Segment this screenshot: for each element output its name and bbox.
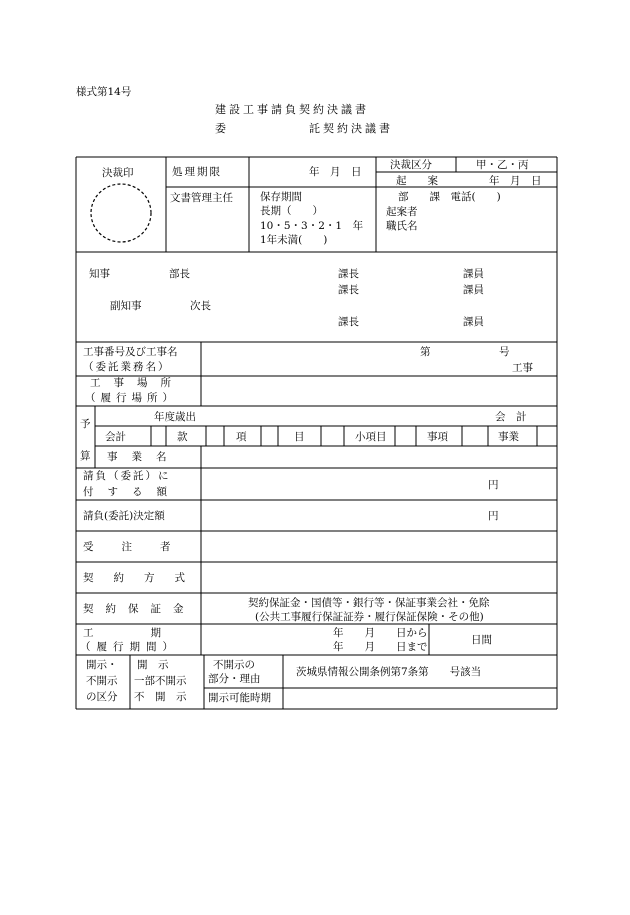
title-line-2-b: 託契約決議書	[309, 122, 393, 135]
kacho-label-1: 課長	[338, 268, 359, 280]
work-no-dai: 第	[420, 346, 431, 358]
form-number: 様式第14号	[76, 86, 132, 98]
guarantee-options-2: (公共工事履行保証証券・履行保証保険・その他)	[255, 611, 484, 623]
governor-label: 知事	[89, 268, 110, 280]
disclosure-time-label: 開示可能時期	[208, 692, 271, 704]
reason-value: 茨城県情報公開条例第7条第 号該当	[296, 666, 482, 678]
budget-col-jigyo: 事業	[498, 431, 519, 443]
guarantee-label: 契約保証金	[83, 603, 196, 615]
decided-amount-yen: 円	[488, 510, 499, 522]
category-label: 決裁区分	[390, 159, 432, 171]
project-name-label: 事業名	[107, 451, 181, 463]
work-no-label-2: （委託業務名）	[83, 361, 171, 373]
contract-amount-label-2: 付する額	[83, 486, 181, 498]
seal-label: 決裁印	[102, 167, 134, 179]
disclosure-option-partial: 一部不開示	[134, 675, 187, 687]
method-label: 契約方式	[83, 572, 205, 584]
budget-col-kan: 款	[177, 431, 188, 443]
kain-label-1: 課員	[463, 268, 484, 280]
budget-label-san: 算	[80, 450, 91, 462]
disclosure-label-3: の区分	[86, 691, 118, 703]
kaikei-label: 会 計	[495, 411, 527, 423]
reason-label-2: 部分・理由	[208, 673, 261, 685]
draft-date: 年 月 日	[489, 175, 542, 187]
retention-years: 10・5・3・2・1 年	[260, 220, 364, 232]
deadline-label: 処理期限	[172, 166, 222, 178]
contract-amount-label-1: 請負（委託）に	[83, 470, 171, 482]
disclosure-option-open: 開 示	[137, 659, 169, 671]
jicho-label: 次長	[190, 300, 211, 312]
work-no-label-1: 工事番号及び工事名	[83, 346, 178, 358]
place-label-1: 工事場所	[90, 377, 184, 389]
kain-label-2: 課員	[463, 284, 484, 296]
period-from: 年 月 日から	[333, 627, 428, 639]
vice-governor-label: 副知事	[110, 300, 142, 312]
decided-amount-label: 請負(委託)決定額	[83, 510, 165, 522]
title-name-label: 職氏名	[386, 220, 418, 232]
title-line-1: 建設工事請負契約決議書	[215, 103, 369, 116]
work-no-go: 号	[499, 346, 510, 358]
kacho-label-3: 課長	[338, 316, 359, 328]
budget-col-kaikei: 会計	[105, 431, 126, 443]
category-value: 甲・乙・丙	[476, 159, 529, 171]
budget-col-kou: 項	[236, 431, 247, 443]
retention-label: 保存期間	[260, 191, 302, 203]
deadline-date: 年 月 日	[309, 166, 362, 178]
bucho-label: 部長	[169, 268, 190, 280]
title-line-2-a: 委	[215, 122, 226, 135]
disclosure-label-1: 開示・	[86, 659, 118, 671]
disclosure-option-closed: 不 開 示	[134, 691, 187, 703]
reason-label-1: 不開示の	[213, 659, 255, 671]
guarantee-options-1: 契約保証金・国債等・銀行等・保証事業会社・免除	[248, 597, 490, 609]
period-label-2: （履行期間）	[80, 641, 179, 653]
contract-amount-yen: 円	[488, 479, 499, 491]
period-label-1: 工 期	[83, 627, 173, 639]
draft-label: 起 案	[396, 175, 438, 187]
dept-phone: 部 課 電話( )	[398, 191, 501, 203]
budget-label-yo: 予	[80, 418, 91, 430]
drafter-label: 起案者	[386, 206, 418, 218]
kain-label-3: 課員	[463, 316, 484, 328]
budget-col-shokomoku: 小項目	[355, 431, 387, 443]
fiscal-year-label: 年度歳出	[154, 411, 196, 423]
retention-long: 長期（ ）	[260, 205, 323, 217]
contractor-label: 受注者	[83, 541, 199, 553]
budget-col-moku: 目	[294, 431, 305, 443]
period-to: 年 月 日まで	[333, 641, 428, 653]
doc-manager-label: 文書管理主任	[170, 192, 233, 204]
period-days: 日間	[471, 634, 492, 646]
disclosure-label-2: 不開示	[86, 675, 118, 687]
seal-circle	[91, 184, 151, 242]
work-koji: 工事	[512, 362, 533, 374]
retention-short: 1年未満( )	[260, 234, 328, 246]
kacho-label-2: 課長	[338, 284, 359, 296]
place-label-2: （履行場所）	[85, 392, 178, 404]
budget-col-jiko: 事項	[427, 431, 448, 443]
